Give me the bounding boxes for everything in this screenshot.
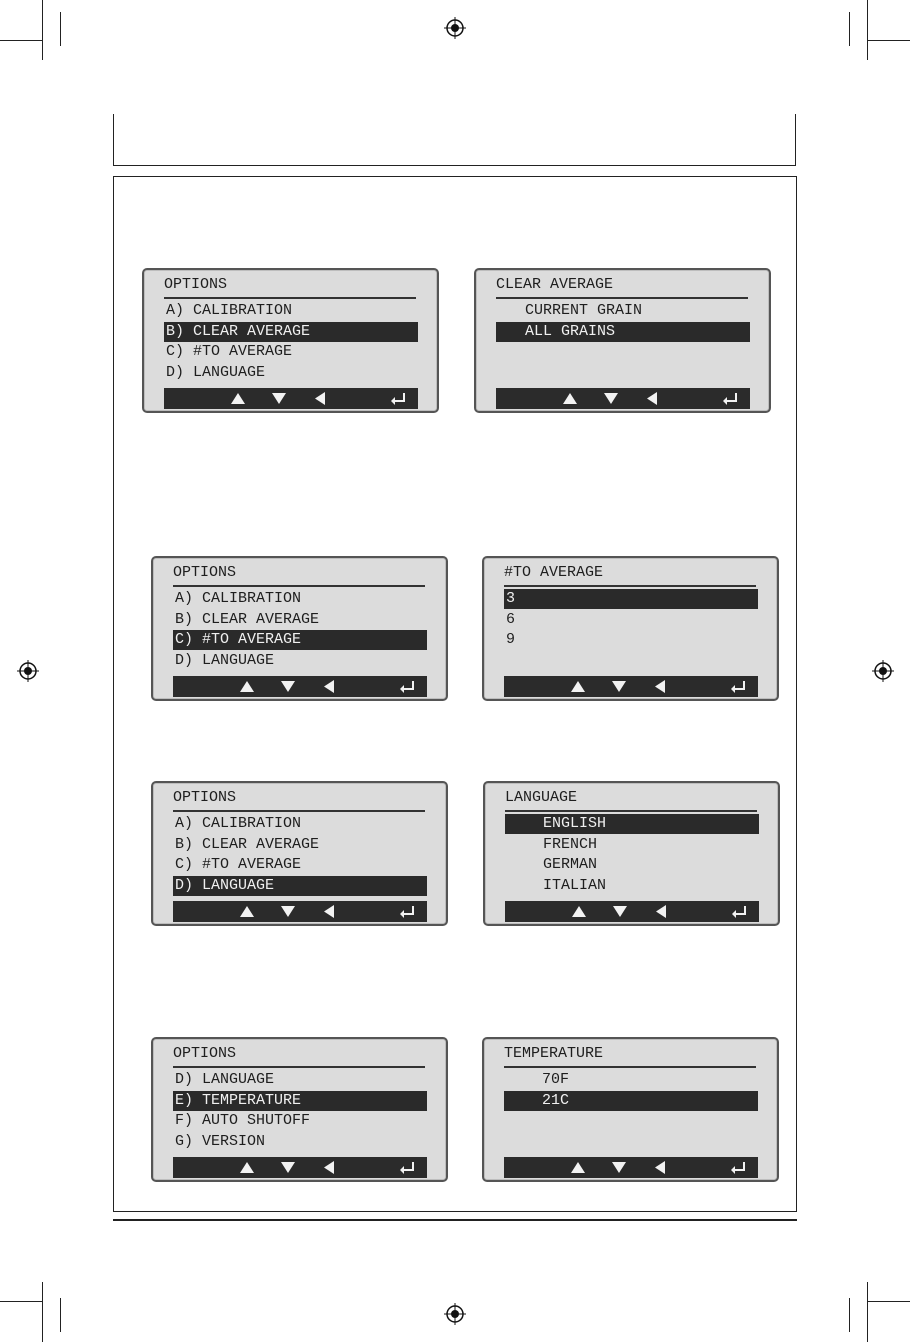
lcd-screen-options-language: [151, 781, 448, 926]
crop-mark: [867, 1282, 868, 1342]
menu-item[interactable]: GERMAN: [507, 856, 598, 874]
lcd-title: OPTIONS: [164, 275, 416, 299]
lcd-screen-to-average: [482, 556, 779, 701]
menu-item[interactable]: C) #TO AVERAGE: [175, 856, 302, 874]
down-arrow-icon[interactable]: [280, 904, 296, 919]
enter-icon[interactable]: [390, 391, 406, 406]
menu-item[interactable]: G) VERSION: [175, 1133, 266, 1151]
down-arrow-icon[interactable]: [611, 1160, 627, 1175]
up-arrow-icon[interactable]: [239, 904, 255, 919]
crop-mark: [868, 1301, 910, 1302]
menu-item-selected[interactable]: ALL GRAINS: [496, 322, 750, 342]
left-arrow-icon[interactable]: [312, 391, 328, 406]
nav-bar: [496, 388, 750, 409]
crop-mark: [0, 40, 42, 41]
lcd-screen-options-to-average: [151, 556, 448, 701]
up-arrow-icon[interactable]: [570, 1160, 586, 1175]
footer-rule: [113, 1219, 797, 1221]
lcd-screen-clear-average: [474, 268, 771, 413]
lcd-title: OPTIONS: [173, 563, 425, 587]
menu-item[interactable]: CURRENT GRAIN: [498, 302, 643, 319]
crop-mark: [60, 12, 61, 46]
menu-item[interactable]: A) CALIBRATION: [175, 590, 302, 607]
enter-icon[interactable]: [731, 904, 747, 919]
menu-item[interactable]: ITALIAN: [507, 877, 607, 895]
menu-item[interactable]: D) LANGUAGE: [175, 652, 275, 670]
menu-item[interactable]: A) CALIBRATION: [175, 815, 302, 832]
registration-mark-icon: [444, 17, 466, 39]
menu-item[interactable]: D) LANGUAGE: [175, 1071, 275, 1088]
crop-mark: [849, 12, 850, 46]
up-arrow-icon[interactable]: [230, 391, 246, 406]
left-arrow-icon[interactable]: [321, 1160, 337, 1175]
menu-item[interactable]: FRENCH: [507, 835, 598, 853]
menu-item-selected[interactable]: B) CLEAR AVERAGE: [164, 322, 418, 342]
nav-bar: [505, 901, 759, 922]
left-arrow-icon[interactable]: [653, 904, 669, 919]
left-arrow-icon[interactable]: [652, 679, 668, 694]
lcd-title: OPTIONS: [173, 788, 425, 812]
down-arrow-icon[interactable]: [280, 679, 296, 694]
up-arrow-icon[interactable]: [239, 679, 255, 694]
lcd-title: OPTIONS: [173, 1044, 425, 1068]
lcd-title: CLEAR AVERAGE: [496, 275, 748, 299]
nav-bar: [504, 676, 758, 697]
left-arrow-icon[interactable]: [321, 904, 337, 919]
enter-icon[interactable]: [722, 391, 738, 406]
lcd-title: #TO AVERAGE: [504, 563, 756, 587]
registration-mark-icon: [17, 660, 39, 682]
menu-item[interactable]: C) #TO AVERAGE: [166, 343, 293, 361]
enter-icon[interactable]: [399, 904, 415, 919]
registration-mark-icon: [444, 1303, 466, 1325]
crop-mark: [0, 1301, 42, 1302]
menu-item-selected[interactable]: 3: [504, 589, 758, 609]
lcd-screen-options-temperature: [151, 1037, 448, 1182]
down-arrow-icon[interactable]: [612, 904, 628, 919]
menu-item[interactable]: 9: [506, 631, 516, 649]
menu-item[interactable]: 6: [506, 610, 516, 628]
menu-item-selected[interactable]: E) TEMPERATURE: [173, 1091, 427, 1111]
enter-icon[interactable]: [730, 679, 746, 694]
crop-mark: [42, 0, 43, 60]
menu-item-selected[interactable]: C) #TO AVERAGE: [173, 630, 427, 650]
menu-item[interactable]: F) AUTO SHUTOFF: [175, 1112, 311, 1130]
enter-icon[interactable]: [399, 1160, 415, 1175]
up-arrow-icon[interactable]: [562, 391, 578, 406]
menu-item[interactable]: 70F: [506, 1071, 570, 1088]
left-arrow-icon[interactable]: [652, 1160, 668, 1175]
menu-item-selected[interactable]: ENGLISH: [505, 814, 759, 834]
lcd-screen-temperature: [482, 1037, 779, 1182]
crop-mark: [849, 1298, 850, 1332]
menu-item-selected[interactable]: 21C: [504, 1091, 758, 1111]
left-arrow-icon[interactable]: [321, 679, 337, 694]
menu-item-selected[interactable]: D) LANGUAGE: [173, 876, 427, 896]
nav-bar: [173, 1157, 427, 1178]
menu-item[interactable]: B) CLEAR AVERAGE: [175, 835, 320, 853]
enter-icon[interactable]: [730, 1160, 746, 1175]
nav-bar: [504, 1157, 758, 1178]
down-arrow-icon[interactable]: [603, 391, 619, 406]
menu-item[interactable]: B) CLEAR AVERAGE: [175, 610, 320, 628]
crop-mark: [867, 0, 868, 60]
nav-bar: [173, 676, 427, 697]
up-arrow-icon[interactable]: [239, 1160, 255, 1175]
down-arrow-icon[interactable]: [611, 679, 627, 694]
crop-mark: [868, 40, 910, 41]
crop-mark: [42, 1282, 43, 1342]
lcd-screen-language: [483, 781, 780, 926]
enter-icon[interactable]: [399, 679, 415, 694]
header-frame: [113, 114, 796, 166]
up-arrow-icon[interactable]: [571, 904, 587, 919]
lcd-screen-options-clear-average: [142, 268, 439, 413]
menu-item[interactable]: A) CALIBRATION: [166, 302, 293, 319]
up-arrow-icon[interactable]: [570, 679, 586, 694]
nav-bar: [173, 901, 427, 922]
lcd-title: TEMPERATURE: [504, 1044, 756, 1068]
down-arrow-icon[interactable]: [280, 1160, 296, 1175]
crop-mark: [60, 1298, 61, 1332]
down-arrow-icon[interactable]: [271, 391, 287, 406]
left-arrow-icon[interactable]: [644, 391, 660, 406]
nav-bar: [164, 388, 418, 409]
registration-mark-icon: [872, 660, 894, 682]
menu-item[interactable]: D) LANGUAGE: [166, 364, 266, 382]
lcd-title: LANGUAGE: [505, 788, 757, 812]
